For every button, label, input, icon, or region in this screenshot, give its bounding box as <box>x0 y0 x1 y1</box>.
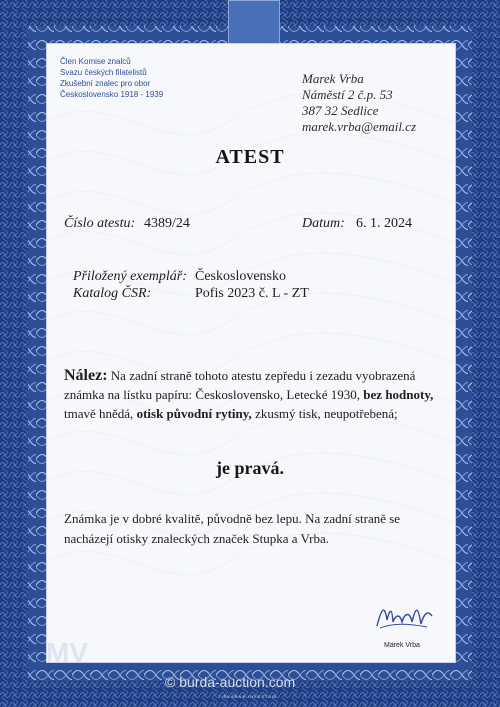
monogram-mark: MV <box>46 637 88 668</box>
issuer-city: 387 32 Sedlice <box>302 103 379 118</box>
background-pattern <box>46 43 456 668</box>
date-label: Datum: <box>302 216 345 231</box>
header-line-4: Československo 1918 - 1939 <box>60 90 164 99</box>
date-value: 6. 1. 2024 <box>356 216 412 231</box>
attached-item-value: Československo <box>195 269 286 284</box>
finding-bold2: otisk původní rytiny, <box>136 406 252 421</box>
header-line-3: Zkušební znalec pro obor <box>60 79 151 88</box>
issuer-address <box>302 71 416 135</box>
quality-note: Známka je v dobré kvalitě, původně bez lepu. Na zadní straně se nacházejí otisky znaleckých značek Stupka a Vrba. <box>64 511 401 546</box>
finding-part3: zkusmý tisk, neupotřebená; <box>255 406 398 421</box>
issuer-street: Náměstí 2 č.p. 53 <box>302 87 393 102</box>
auction-watermark: © burda-auction.com <box>165 674 296 690</box>
document-title: ATEST <box>215 146 285 168</box>
printer-note: TISKÁRNA INVESTUM <box>218 694 277 699</box>
issuer-email: marek.vrba@email.cz <box>302 119 417 134</box>
certificate-number-value: 4389/24 <box>144 216 190 231</box>
finding-paragraph <box>64 366 444 423</box>
expert-header <box>60 56 163 100</box>
header-line-2: Svazu českých filatelistů <box>60 68 147 77</box>
finding-label: Nález: <box>64 367 108 384</box>
catalog-value: Pofis 2023 č. L - ZT <box>195 286 309 301</box>
signature-name: Marek Vrba <box>384 642 420 649</box>
top-emblem <box>228 0 280 46</box>
verdict-text: je pravá. <box>216 458 284 478</box>
issuer-name: Marek Vrba <box>302 71 364 86</box>
finding-part1: Na zadní straně tohoto atestu zepředu i zezadu vyobrazená známka na lístku papíru: Československo, Letecké 1930, <box>64 368 416 402</box>
catalog-label: Katalog ČSR: <box>73 286 152 301</box>
certificate-number-label: Číslo atestu: <box>64 216 136 231</box>
finding-bold1: bez hodnoty, <box>363 387 434 402</box>
attached-item-label: Přiložený exemplář: <box>73 269 187 284</box>
finding-part2: tmavě hnědá, <box>64 406 134 421</box>
handwritten-signature <box>372 598 436 634</box>
header-line-1: Člen Komise znalců <box>60 57 131 66</box>
